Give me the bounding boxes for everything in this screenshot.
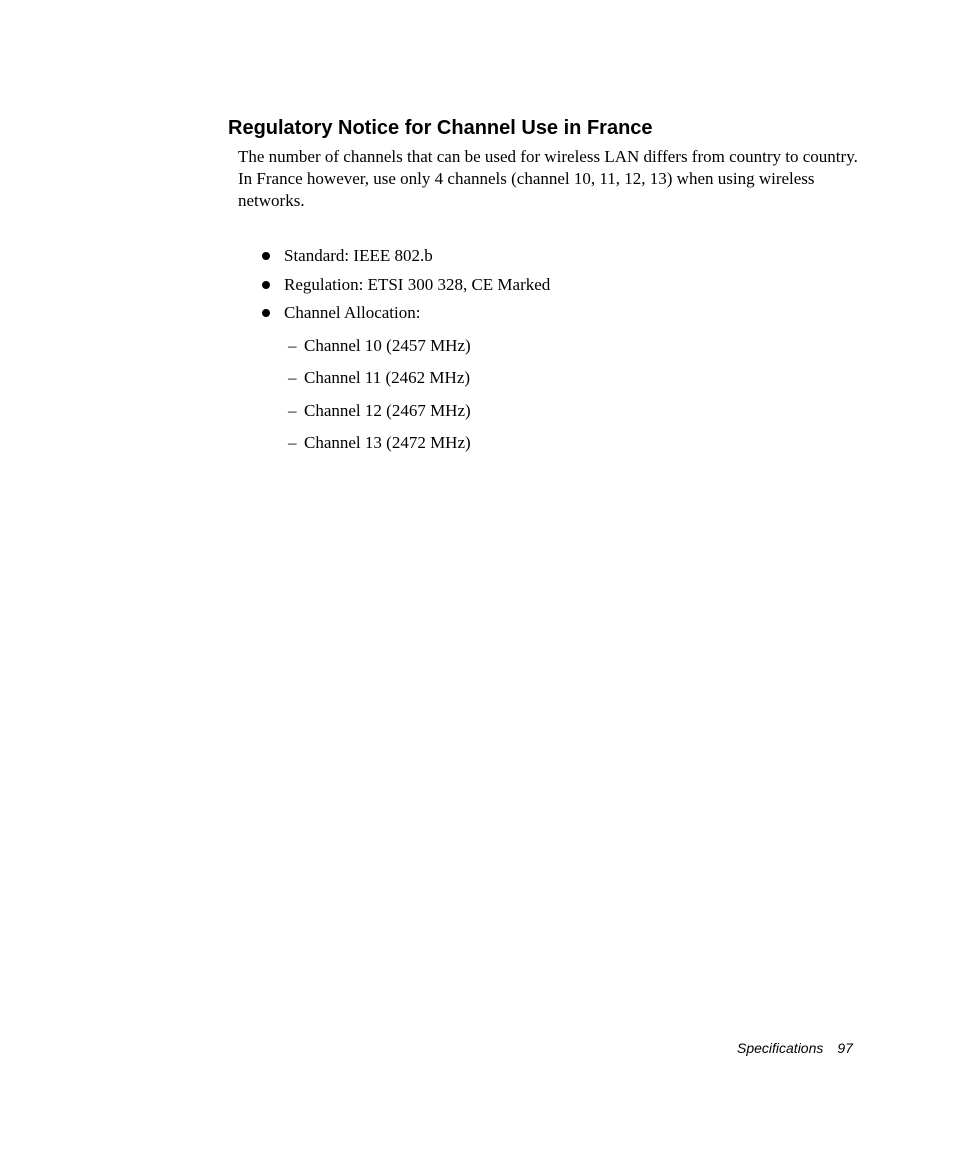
channel-label: Channel 11 (2462 MHz) [304,368,471,388]
page-number: 97 [837,1040,853,1056]
bullet-label: Channel Allocation: [284,303,421,322]
intro-paragraph: The number of channels that can be used for wireless LAN differs from country to country. In France however, use only 4 channels (channel 10, 11, 12, 13) when using wireless networks. [238,147,858,210]
dash-icon: – [288,400,297,420]
page-footer [737,1039,853,1057]
dash-icon: – [288,368,297,388]
channel-label: Channel 12 (2467 MHz) [304,400,471,420]
channel-label: Channel 10 (2457 MHz) [304,336,471,355]
bullet-icon [262,252,270,260]
section-title: Regulatory Notice for Channel Use in France [228,117,653,139]
dash-icon: – [288,336,297,355]
footer-section-name: Specifications [737,1040,824,1056]
channel-label: Channel 13 (2472 MHz) [304,432,471,452]
bullet-label: Standard: IEEE 802.b [284,246,433,265]
bullet-icon [262,281,270,289]
bullet-icon [262,309,270,317]
dash-icon: – [288,432,297,452]
bullet-label: Regulation: ETSI 300 328, CE Marked [284,274,551,294]
